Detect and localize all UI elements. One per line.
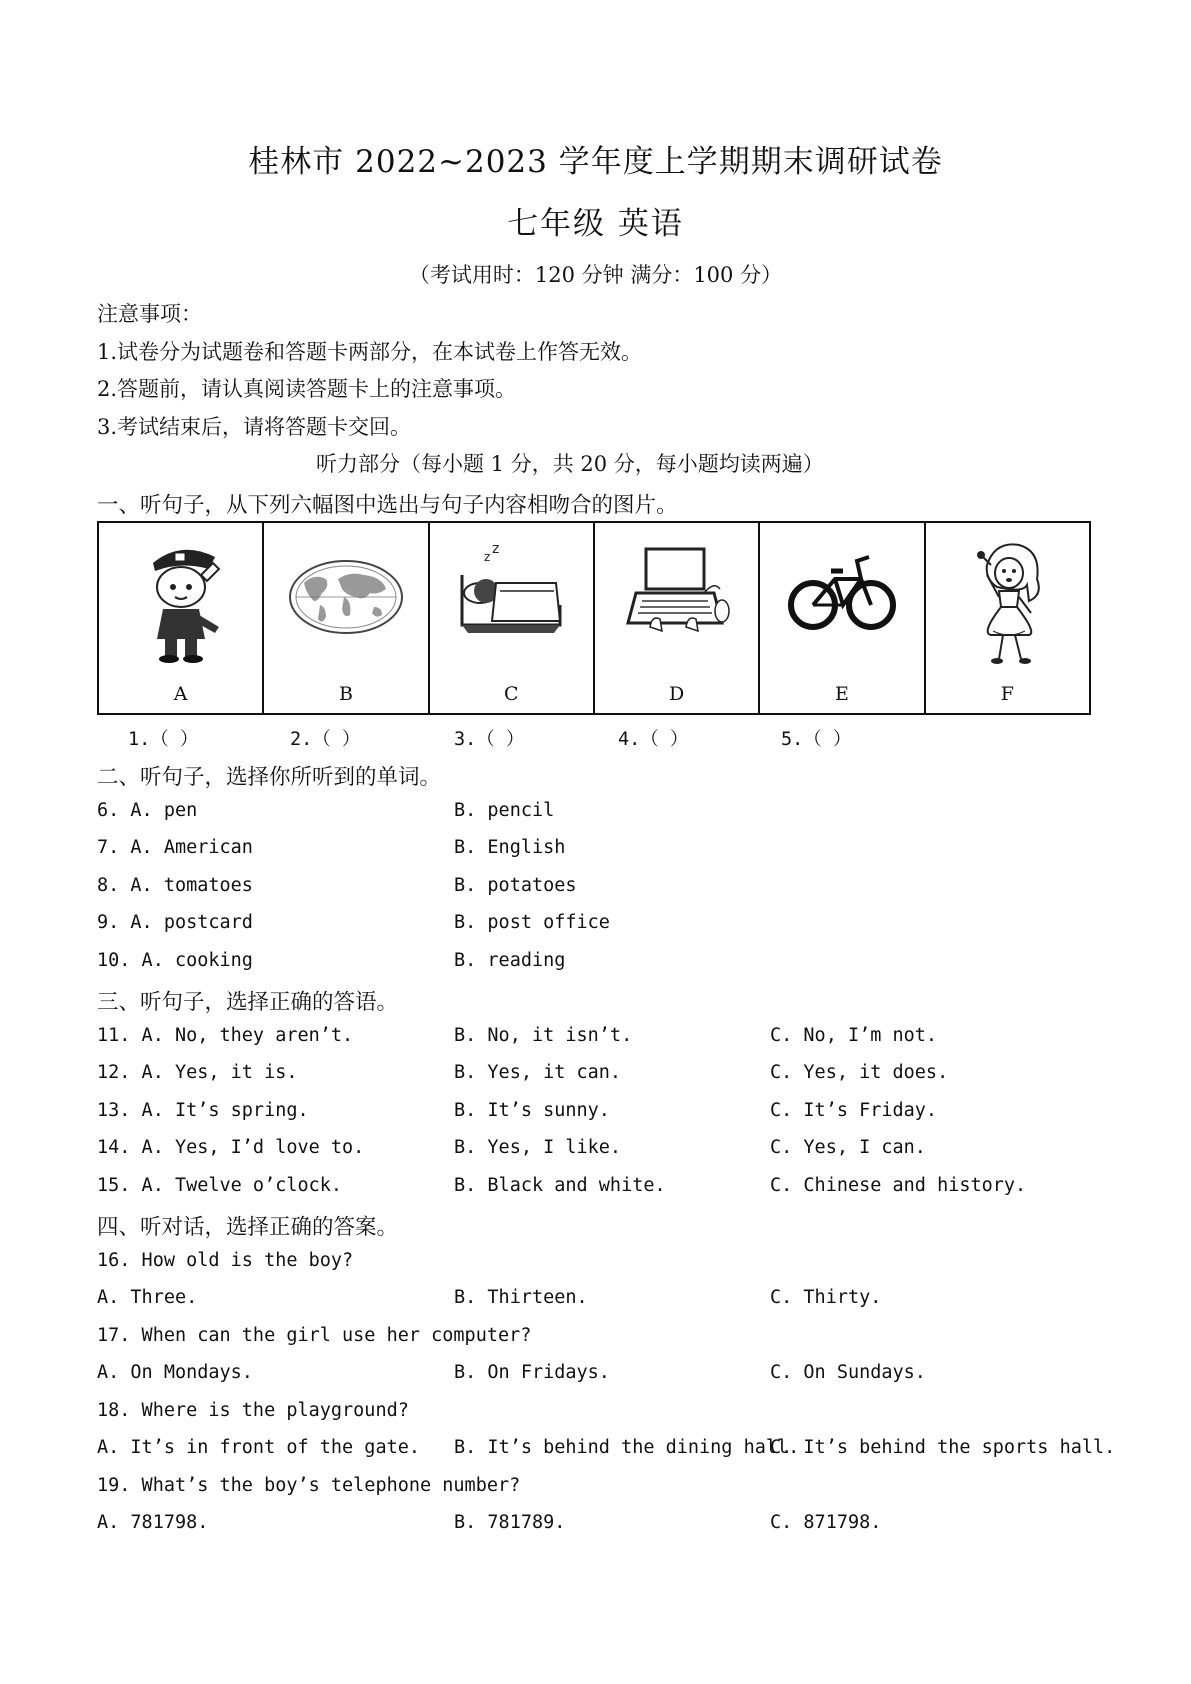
bicycle-icon [787, 535, 897, 645]
picture-cell-d [595, 523, 760, 713]
picture-letter: B [339, 683, 353, 705]
svg-text:z: z [492, 541, 500, 557]
exam-info: （考试用时：120 分钟 满分：100 分） [408, 263, 783, 287]
option-a: 9. A. postcard [97, 912, 253, 933]
option-b: B. post office [454, 912, 610, 933]
police-officer-icon [131, 535, 231, 665]
option-b: B. Black and white. [454, 1175, 666, 1196]
section4-heading: 四、听对话，选择正确的答案。 [97, 1215, 399, 1240]
option-b: B. English [454, 837, 566, 858]
option-b: B. Yes, it can. [454, 1062, 622, 1083]
svg-text:z: z [484, 550, 491, 564]
option-b: B. potatoes [454, 875, 577, 896]
answer-blank: 5.（ ） [781, 729, 852, 750]
option-b: B. pencil [454, 800, 555, 821]
option-c: C. It’s behind the sports hall. [770, 1437, 1116, 1458]
exam-subtitle: 七年级 英语 [507, 206, 684, 242]
option-a: 14. A. Yes, I’d love to. [97, 1137, 365, 1158]
option-a: 10. A. cooking [97, 950, 253, 971]
option-a: 8. A. tomatoes [97, 875, 253, 896]
answer-blank: 1.（ ） [128, 729, 199, 750]
option-b: B. It’s sunny. [454, 1100, 610, 1121]
option-a: A. On Mondays. [97, 1362, 253, 1383]
option-a: 12. A. Yes, it is. [97, 1062, 298, 1083]
option-a: 15. A. Twelve o’clock. [97, 1175, 343, 1196]
picture-letter: E [835, 683, 849, 705]
option-a: A. Three. [97, 1287, 198, 1308]
picture-cell-a [99, 523, 264, 713]
picture-cell-e [760, 523, 925, 713]
picture-cell-f [926, 523, 1089, 713]
picture-table [97, 521, 1091, 715]
question-text: 17. When can the girl use her computer? [97, 1325, 532, 1346]
option-c: C. 871798. [770, 1512, 882, 1533]
answer-blank: 2.（ ） [290, 729, 361, 750]
option-a: 6. A. pen [97, 800, 198, 821]
option-b: B. Thirteen. [454, 1287, 588, 1308]
question-text: 16. How old is the boy? [97, 1250, 354, 1271]
picture-letter: F [1000, 683, 1014, 705]
question-text: 19. What’s the boy’s telephone number? [97, 1475, 521, 1496]
option-a: A. It’s in front of the gate. [97, 1437, 421, 1458]
option-c: C. On Sundays. [770, 1362, 926, 1383]
singing-girl-icon [957, 535, 1057, 670]
picture-letter: D [669, 683, 685, 705]
notice-heading: 注意事项： [97, 302, 202, 326]
option-a: 11. A. No, they aren’t. [97, 1025, 354, 1046]
sleeping-person-icon [456, 535, 566, 645]
listening-header: 听力部分（每小题 1 分，共 20 分，每小题均读两遍） [316, 452, 824, 476]
exam-title: 桂林市 2022~2023 学年度上学期期末调研试卷 [248, 144, 943, 180]
question-text: 18. Where is the playground? [97, 1400, 409, 1421]
option-b: B. No, it isn’t. [454, 1025, 633, 1046]
option-c: C. Yes, it does. [770, 1062, 949, 1083]
option-c: C. It’s Friday. [770, 1100, 938, 1121]
option-b: B. reading [454, 950, 566, 971]
picture-letter: A [173, 683, 188, 705]
laptop-icon [622, 535, 732, 645]
answer-blank: 3.（ ） [454, 729, 525, 750]
option-b: B. It’s behind the dining hall. [454, 1437, 800, 1458]
picture-letter: C [504, 683, 519, 705]
notice-item: 2.答题前，请认真阅读答题卡上的注意事项。 [97, 377, 517, 401]
answer-blank: 4.（ ） [618, 729, 689, 750]
notice-item: 3.考试结束后，请将答题卡交回。 [97, 415, 412, 439]
option-b: B. Yes, I like. [454, 1137, 622, 1158]
option-a: A. 781798. [97, 1512, 209, 1533]
section3-heading: 三、听句子，选择正确的答语。 [97, 990, 399, 1015]
option-b: B. 781789. [454, 1512, 566, 1533]
option-c: C. Thirty. [770, 1287, 882, 1308]
picture-cell-c [430, 523, 595, 713]
picture-cell-b [264, 523, 429, 713]
option-b: B. On Fridays. [454, 1362, 610, 1383]
notice-item: 1.试卷分为试题卷和答题卡两部分，在本试卷上作答无效。 [97, 340, 643, 364]
section2-heading: 二、听句子，选择你所听到的单词。 [97, 765, 442, 790]
option-a: 13. A. It’s spring. [97, 1100, 309, 1121]
world-map-icon [286, 535, 406, 645]
option-a: 7. A. American [97, 837, 253, 858]
option-c: C. Yes, I can. [770, 1137, 926, 1158]
section1-heading: 一、听句子，从下列六幅图中选出与句子内容相吻合的图片。 [97, 493, 678, 518]
option-c: C. Chinese and history. [770, 1175, 1027, 1196]
option-c: C. No, I’m not. [770, 1025, 938, 1046]
